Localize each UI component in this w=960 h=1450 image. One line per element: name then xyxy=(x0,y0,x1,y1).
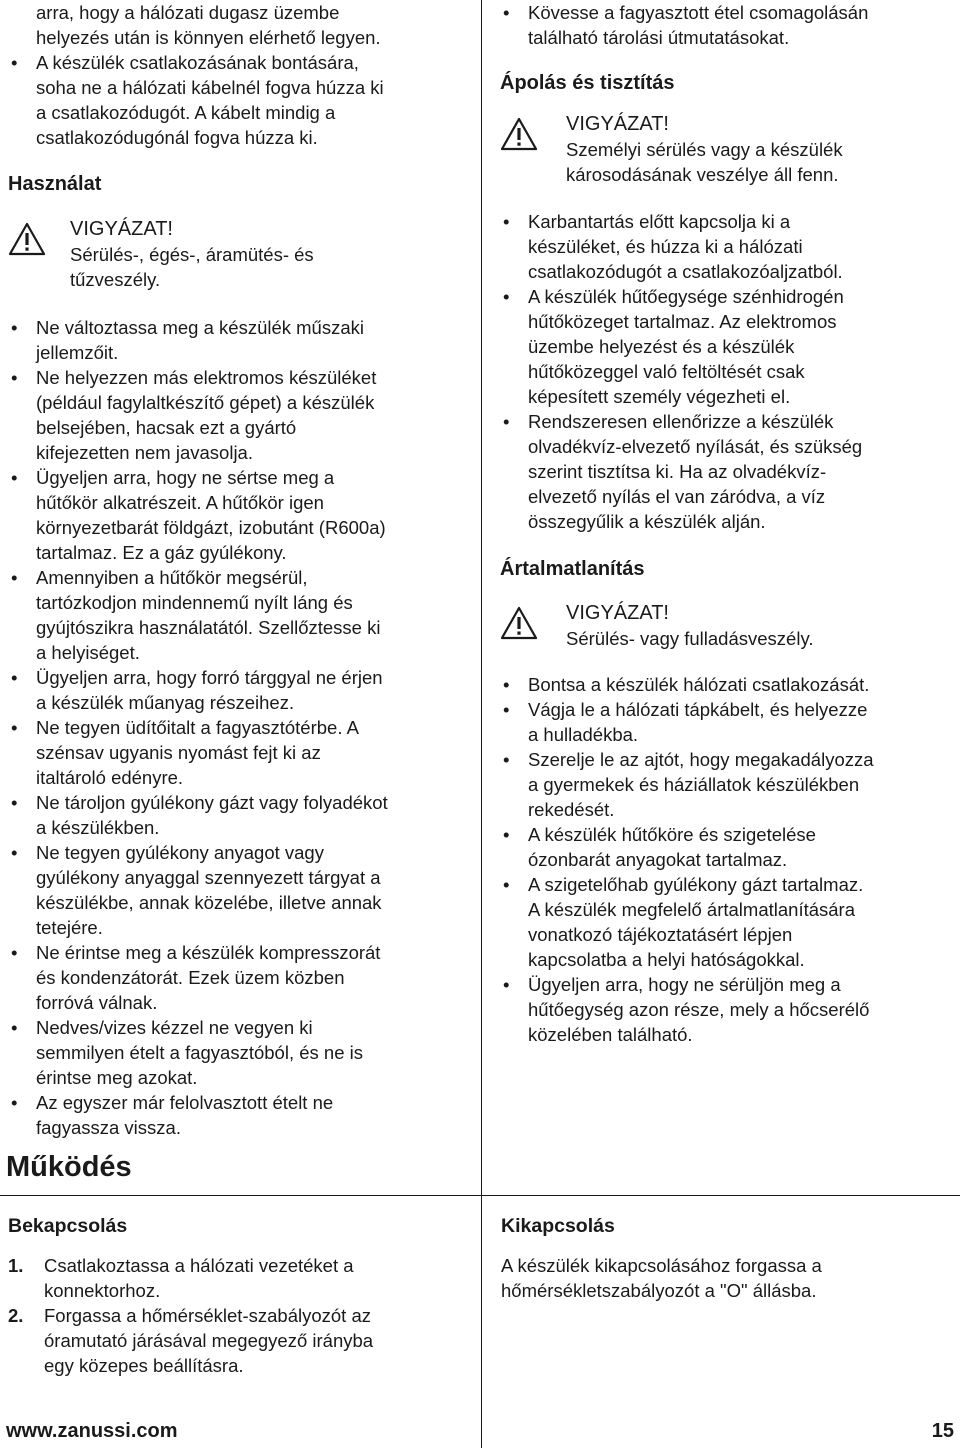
warning-title: VIGYÁZAT! xyxy=(70,218,173,240)
bullet-icon: • xyxy=(503,824,510,845)
warning-title: VIGYÁZAT! xyxy=(566,602,669,624)
list-item: • Ne tároljon gyúlékony gázt vagy folyadékot a készülékben. xyxy=(11,792,388,838)
bullet-icon: • xyxy=(503,674,510,695)
text-line: helyezés után is könnyen elérhető legyen. xyxy=(36,27,381,48)
list-item: • A szigetelőhab gyúlékony gázt tartalmaz. A készülék megfelelő ártalmatlanítására vonatkozó tájékoztatásért lépjen kapcsolatba a helyi hatóságokkal. xyxy=(503,874,864,970)
column-divider-bottom xyxy=(481,1195,482,1416)
list-item: • A készülék csatlakozásának bontására, soha ne a hálózati kábelnél fogva húzza ki a csatlakozódugót. A kábelt mindig a csatlakozódugónál fogva húzza ki. xyxy=(11,52,384,148)
list-item: • Szerelje le az ajtót, hogy megakadályozza a gyermekek és háziállatok készülékben rekedését. xyxy=(503,749,874,820)
step-number: 2. xyxy=(8,1305,24,1326)
bullet-icon: • xyxy=(11,467,18,488)
step-number: 1. xyxy=(8,1255,24,1276)
section-heading-usage: Használat xyxy=(8,173,102,195)
intro-paragraph xyxy=(8,0,468,50)
section-heading-disposal: Ártalmatlanítás xyxy=(500,558,645,580)
warning-text: Sérülés-, égés-, áramütés- és tűzveszély. xyxy=(70,244,314,290)
footer-site[interactable]: www.zanussi.com xyxy=(6,1420,178,1442)
switch-off-text: A készülék kikapcsolásához forgassa a hőmérsékletszabályozót a "O" állásba. xyxy=(501,1255,822,1301)
list-item: • Ügyeljen arra, hogy ne sérüljön meg a hűtőegység azon része, mely a hőcserélő közelében található. xyxy=(503,974,870,1045)
bullet-icon: • xyxy=(503,874,510,895)
bullet-icon: • xyxy=(11,792,18,813)
left-column xyxy=(8,0,468,1140)
switch-on-heading: Bekapcsolás xyxy=(8,1215,128,1237)
list-item: • Ne tegyen gyúlékony anyagot vagy gyúlékony anyaggal szennyezett tárgyat a készülékbe, annak közelébe, illetve annak tetejére. xyxy=(11,842,382,938)
step-item: 2. Forgassa a hőmérséklet-szabályozót az óramutató járásával megegyező irányba egy közepes beállításra. xyxy=(8,1305,374,1376)
list-item: • Karbantartás előtt kapcsolja ki a készüléket, és húzza ki a hálózati csatlakozódugót a csatlakozóaljzatból. xyxy=(503,211,843,282)
list-item: • Ne helyezzen más elektromos készüléket (például fagylaltkészítő gépet) a készülék belsejében, hacsak ezt a gyártó kifejezetten nem javasolja. xyxy=(11,367,377,463)
list-item: • Rendszeresen ellenőrizze a készülék olvadékvíz-elvezető nyílását, és szükség szerint tisztítsa ki. Ha az olvadékvíz- elvezető nyílás el van záródva, a víz összegyűlik a készülék alján. xyxy=(503,411,863,532)
list-item: • Ne tegyen üdítőitalt a fagyasztótérbe. A szénsav ugyanis nyomást fejt ki az italtároló edényre. xyxy=(11,717,359,788)
warning-box-usage xyxy=(8,216,468,292)
list-item: • Ne érintse meg a készülék kompresszorát és kondenzátorát. Ezek üzem közben forróvá válnak. xyxy=(11,942,381,1013)
warning-box-care xyxy=(500,111,955,187)
warning-box-disposal xyxy=(500,600,955,651)
care-bullet-list xyxy=(500,209,955,534)
list-item: • Bontsa a készülék hálózati csatlakozását. xyxy=(503,674,870,695)
bullet-icon: • xyxy=(11,52,18,73)
section-heading-operation: Működés xyxy=(6,1151,132,1183)
warning-text: Sérülés- vagy fulladásveszély. xyxy=(566,628,814,649)
bullet-icon: • xyxy=(11,1092,18,1113)
disposal-bullet-list xyxy=(500,672,955,1047)
storage-bullet-list xyxy=(500,0,955,50)
bullet-icon: • xyxy=(503,699,510,720)
bullet-icon: • xyxy=(503,211,510,232)
footer-page-number: 15 xyxy=(931,1420,954,1442)
section-divider-bottom xyxy=(0,1195,960,1196)
bullet-icon: • xyxy=(11,567,18,588)
bullet-icon: • xyxy=(503,286,510,307)
bullet-icon: • xyxy=(11,667,18,688)
warning-icon xyxy=(500,117,538,151)
bullet-icon: • xyxy=(503,411,510,432)
list-item: • Kövesse a fagyasztott étel csomagolásán található tárolási útmutatásokat. xyxy=(503,2,869,48)
list-item: • A készülék hűtőegysége szénhidrogén hűtőközeget tartalmaz. Az elektromos üzembe helyezést és a készülék hűtőközeggel való feltöltését csak képesített személy végezheti el. xyxy=(503,286,844,407)
bullet-icon: • xyxy=(11,317,18,338)
warning-icon xyxy=(8,222,46,256)
warning-icon xyxy=(500,606,538,640)
list-item: • A készülék hűtőköre és szigetelése ózonbarát anyagokat tartalmaz. xyxy=(503,824,816,870)
text-line: arra, hogy a hálózati dugasz üzembe xyxy=(36,2,340,23)
list-item: • Ügyeljen arra, hogy forró tárggyal ne érjen a készülék műanyag részeihez. xyxy=(11,667,383,713)
switch-on-steps xyxy=(8,1253,468,1378)
bullet-icon: • xyxy=(503,749,510,770)
step-item: 1. Csatlakoztassa a hálózati vezetéket a konnektorhoz. xyxy=(8,1255,354,1301)
bullet-icon: • xyxy=(11,1017,18,1038)
list-item: • Amennyiben a hűtőkör megsérül, tartózkodjon mindennemű nyílt láng és gyújtószikra használatától. Szellőztesse ki a helyiséget. xyxy=(11,567,381,663)
bullet-icon: • xyxy=(11,842,18,863)
switch-off-section xyxy=(501,1213,956,1303)
right-column xyxy=(500,0,955,1047)
bullet-icon: • xyxy=(503,974,510,995)
warning-title: VIGYÁZAT! xyxy=(566,113,669,135)
bullet-icon: • xyxy=(503,2,510,23)
bullet-icon: • xyxy=(11,717,18,738)
usage-bullet-list xyxy=(8,315,468,1140)
warning-text: Személyi sérülés vagy a készülék károsodásának veszélye áll fenn. xyxy=(566,139,843,185)
list-item: • Ne változtassa meg a készülék műszaki jellemzőit. xyxy=(11,317,364,363)
list-item: • Ügyeljen arra, hogy ne sértse meg a hűtőkör alkatrészeit. A hűtőkör igen környezetbarát földgázt, izobutánt (R600a) tartalmaz. Ez a gáz gyúlékony. xyxy=(11,467,386,563)
switch-on-section xyxy=(8,1213,468,1378)
list-item: • Vágja le a hálózati tápkábelt, és helyezze a hulladékba. xyxy=(503,699,868,745)
list-item: • Az egyszer már felolvasztott ételt ne fagyassza vissza. xyxy=(11,1092,334,1138)
bullet-icon: • xyxy=(11,942,18,963)
switch-off-heading: Kikapcsolás xyxy=(501,1215,615,1237)
section-heading-care: Ápolás és tisztítás xyxy=(500,72,675,94)
intro-bullet-list xyxy=(8,50,468,150)
list-item: • Nedves/vizes kézzel ne vegyen ki semmilyen ételt a fagyasztóból, és ne is érintse meg azokat. xyxy=(11,1017,363,1088)
bullet-icon: • xyxy=(11,367,18,388)
